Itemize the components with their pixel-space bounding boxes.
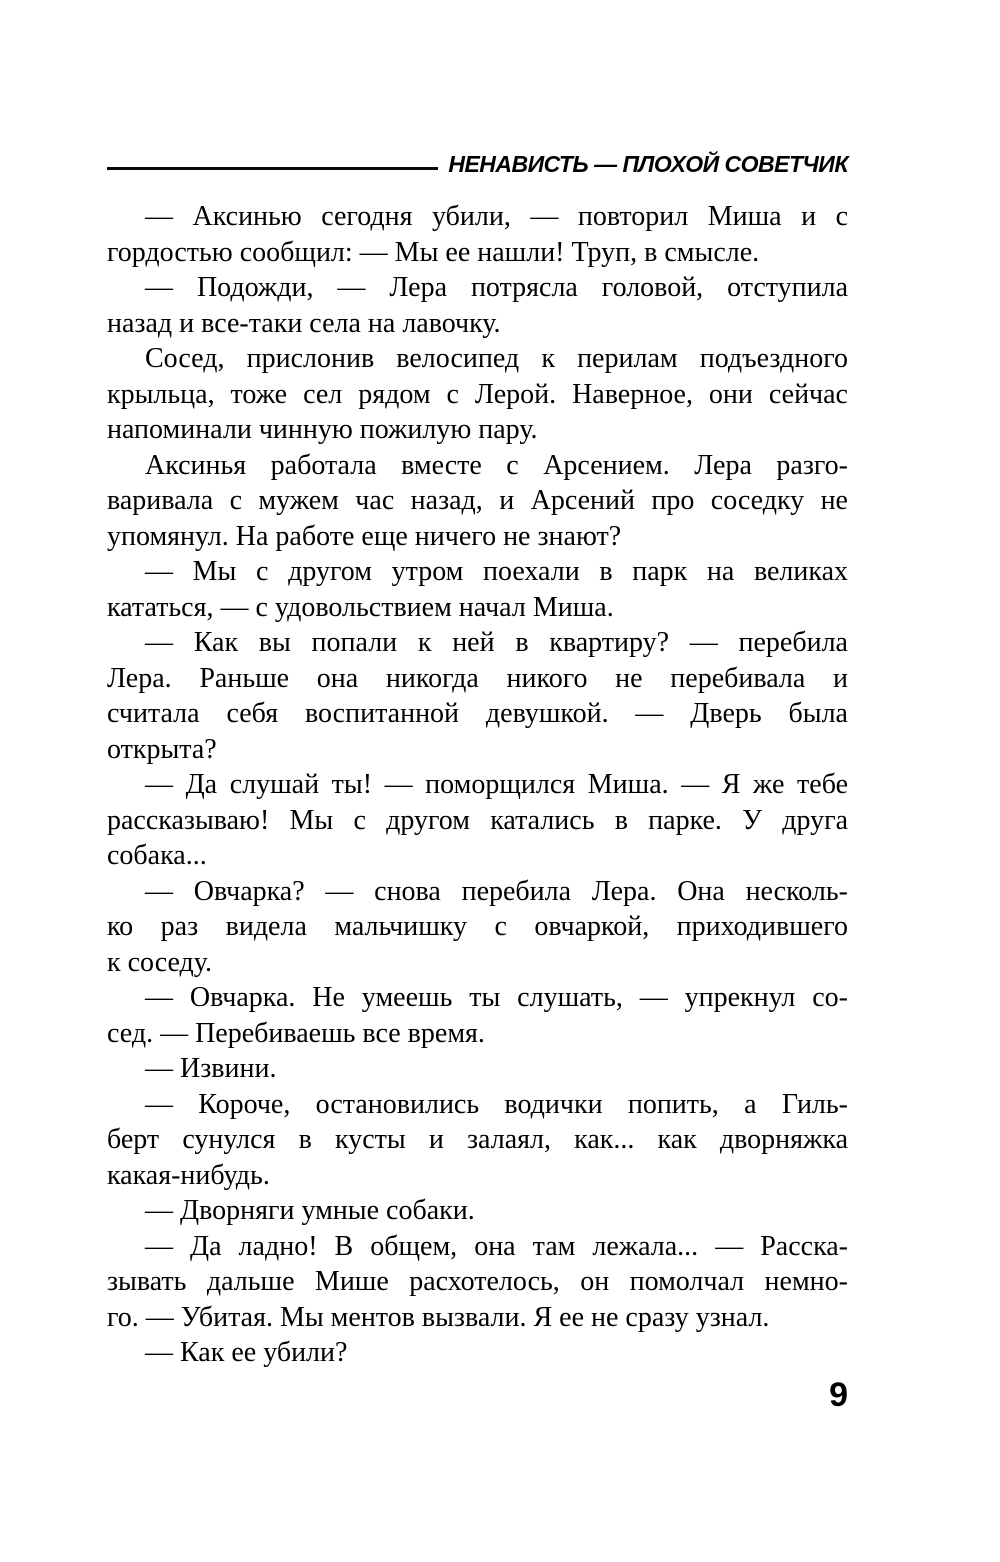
text-line: считала себя воспитанной девушкой. — Дверь была xyxy=(107,698,848,729)
text-line: напоминали чинную пожилую пару. xyxy=(107,414,538,445)
text-line: открыта? xyxy=(107,733,217,765)
text-line: крыльца, тоже сел рядом с Лерой. Наверное, они сейчас xyxy=(107,378,848,410)
header-rule xyxy=(107,167,438,170)
text-line: Лера. Раньше она никогда никого не перебивала и xyxy=(107,662,848,694)
text-line: — Аксинью сегодня убили, — повторил Миша и с xyxy=(145,201,848,232)
text-line: берт сунулся в кусты и залаял, как... как дворняжка xyxy=(107,1124,848,1155)
text-line: сед. — Перебиваешь все время. xyxy=(107,1017,485,1049)
text-line: кататься, — с удовольствием начал Миша. xyxy=(107,591,614,623)
text-line: зывать дальше Мише расхотелось, он помолчал немно- xyxy=(107,1266,848,1297)
text-line: — Овчарка? — снова перебила Лера. Она несколь- xyxy=(145,875,848,907)
text-line: — Дворняги умные собаки. xyxy=(145,1195,475,1226)
text-line: какая-нибудь. xyxy=(107,1159,270,1191)
text-line: — Как вы попали к ней в квартиру? — перебила xyxy=(145,627,848,658)
text-line: гордостью сообщил: — Мы ее нашли! Труп, в смысле. xyxy=(107,236,760,268)
text-line: Аксинья работала вместе с Арсением. Лера разго- xyxy=(145,449,848,481)
text-line: ко раз видела мальчишку с овчаркой, приходившего xyxy=(107,911,848,942)
text-line: рассказываю! Мы с другом катались в парке. У друга xyxy=(107,804,848,836)
text-line: — Короче, остановились водички попить, а Гиль- xyxy=(145,1088,848,1120)
text-line: — Овчарка. Не умеешь ты слушать, — упрекнул со- xyxy=(145,982,848,1013)
text-line: — Да ладно! В общем, она там лежала... — Расска- xyxy=(145,1230,848,1262)
text-line: го. — Убитая. Мы ментов вызвали. Я ее не сразу узнал. xyxy=(107,1301,770,1333)
text-line: — Подожди, — Лера потрясла головой, отступила xyxy=(145,272,848,303)
text-line: к соседу. xyxy=(107,946,212,978)
text-line: — Извини. xyxy=(145,1053,277,1084)
body-text xyxy=(107,199,848,1371)
text-line: Сосед, прислонив велосипед к перилам подъездного xyxy=(145,343,848,374)
page-number: 9 xyxy=(829,1376,848,1414)
text-line: — Да слушай ты! — поморщился Миша. — Я же тебе xyxy=(145,769,848,800)
text-line: назад и все-таки села на лавочку. xyxy=(107,307,501,339)
text-line: варивала с мужем час назад, и Арсений про соседку не xyxy=(107,485,848,516)
text-line: — Как ее убили? xyxy=(145,1337,348,1368)
running-title: НЕНАВИСТЬ — ПЛОХОЙ СОВЕТЧИК xyxy=(448,151,848,177)
text-line: собака... xyxy=(107,840,207,871)
text-line: — Мы с другом утром поехали в парк на великах xyxy=(145,556,848,587)
text-line: упомянул. На работе еще ничего не знают? xyxy=(107,520,622,552)
page-header xyxy=(107,144,848,177)
